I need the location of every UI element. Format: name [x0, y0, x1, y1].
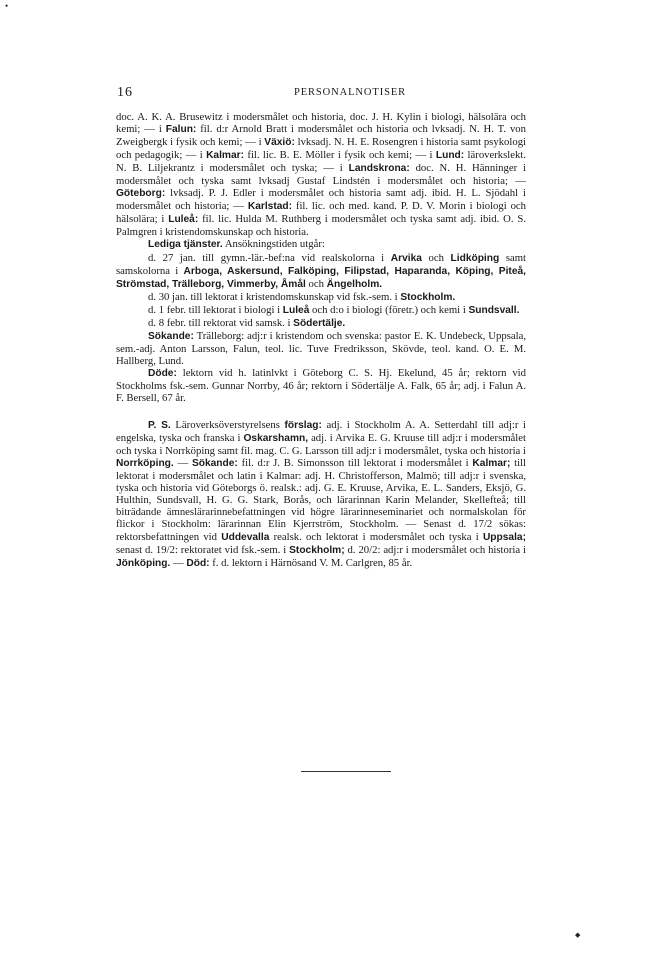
section-label: förslag: — [284, 420, 322, 432]
corner-mark: • — [5, 1, 9, 11]
text-run: d. — [344, 543, 359, 556]
text-run: och — [421, 251, 451, 264]
place-name: Göteborg: — [116, 188, 166, 200]
date-fraction: 17/2 — [473, 518, 493, 531]
place-name: Luleå: — [168, 214, 199, 226]
place-name: Arboga, Askersund, Falköping, Filipstad, Haparanda, Köping, Piteå, Strömstad, Trälleborg, Vimmerby, Åmål — [116, 265, 526, 290]
text-run: fil. d:r Arnold Bratt i modersmålet och historia och lvksadj. N. H. T. von Zweigbergk i fysik och kemi; — i — [116, 123, 526, 149]
place-name: Landskrona: — [348, 163, 410, 175]
section-label: Sökande: — [148, 330, 194, 342]
text-run: — — [170, 556, 187, 569]
section-label: P. S. — [148, 420, 171, 432]
text-run: adj. i Stockholm A. A. Setterdahl till adj:r i engelska, tyska och franska i — [116, 419, 526, 445]
text-run: lvksadj. N. H. E. Rosengren i historia samt psykologi och pedagogik; — i — [116, 136, 527, 162]
section-label: Sökande: — [191, 458, 238, 470]
text-run: senast d. — [116, 543, 156, 556]
place-name: Falun: — [165, 124, 197, 136]
text-run: lektorn vid h. latinlvkt i Göteborg C. S. Hj. Ekelund, 45 år; rektorn vid Stockholms fsk.-sem. Gunnar Norrby, 46 år; rektorn i Södertälje A. Falk, 65 år; adj. i Falun A. F. Bersell, 67 år. — [116, 366, 526, 405]
text-run: sökas: rektorsbefattningen vid — [116, 518, 527, 543]
text-run: fil. lic. B. E. Möller i fysik och kemi; — i — [244, 149, 436, 162]
text-run: f. d. lektorn i Härnösand V. M. Carlgren, 85 år. — [209, 556, 413, 569]
place-name: Sundsvall. — [468, 304, 520, 316]
place-name: Oskarshamn, — [243, 433, 309, 445]
text-run: d. 27 jan. till gymn.-lär.-bef:na vid realskolorna i — [148, 251, 391, 264]
paragraph-appointments — [116, 111, 526, 238]
place-name: Kalmar; — [472, 458, 511, 470]
running-head: PERSONALNOTISER — [293, 87, 407, 98]
corner-mark: ◆ — [575, 931, 581, 939]
text-run: d. 30 jan. till lektorat i kristendomskunskap vid fsk.-sem. i — [148, 290, 401, 303]
text-run: Trälleborg: adj:r i kristendom och svenska: pastor E. K. Undebeck, Uppsala, sem.-adj. Anton Larsson, Falun, teol. lic. Tuve Fredriksson, Skövde, teol. kand. O. E. M. Hallberg, Lund. — [116, 329, 526, 367]
place-name: Arvika — [390, 252, 422, 264]
paragraph-vacancy-jan30 — [116, 291, 526, 304]
article-body — [116, 111, 526, 570]
section-label: Död: — [186, 557, 210, 569]
section-label: Lediga tjänster. — [148, 239, 223, 251]
section-divider — [301, 771, 391, 772]
text-run: doc. A. K. A. Brusewitz i modersmålet och historia, doc. J. H. Kylin i biologi, hälsolära och kemi; — i — [116, 111, 526, 136]
text-run: — — [173, 457, 192, 470]
place-name: Stockholm. — [400, 291, 456, 303]
text-run: fil. lic. Hulda M. Ruthberg i modersmålet och tyska samt adj. ibid. O. S. Palmgren i kristendomskunskap och historia. — [116, 213, 527, 239]
place-name: Karlstad: — [247, 201, 293, 213]
text-run: och — [305, 277, 327, 290]
paragraph-vacancies-heading — [116, 238, 526, 251]
paragraph-vacancy-feb1 — [116, 304, 526, 317]
text-run: d. 8 febr. till rektorat vid samsk. i — [148, 316, 294, 329]
text-run: samt samskolorna i — [116, 251, 527, 277]
text-run: till lektorat i modersmålet och latin i Kalmar: adj. H. Christofferson, Malmö; till adj:r i svenska, tyska och historia vid Göteborgs ö. realsk.: adj. G. E. Kruuse, Arvika, E. L. Sanders, Eksjö, G. Hulthin, Sundsvall, H. G. G. Stark, Borås, och lärarinnan Karin Melander, Skellefteå; till biträdande ämneslärarinnebefattningen vid högre lärarinneseminariet och normalskolan för flickor i Stockholm: lärarinnan Elin Kjerrström, Stockholm. — Senast d. — [116, 457, 526, 531]
text-run: adj. i Arvika E. G. Kruuse till adj:r i modersmålet och tyska i Norrköping samt fil. mag. C. G. Larsson till adj:r i modersmålet, tyska och historia i — [116, 432, 526, 458]
place-name: Stockholm; — [289, 544, 345, 556]
text-run: : rektoratet vid fsk.-sem. i — [174, 543, 290, 556]
text-run: realsk. och lektorat i modersmålet och tyska i — [269, 530, 483, 543]
place-name: Norrköping. — [116, 458, 174, 470]
text-run: lvksadj. P. J. Edler i modersmålet och historia samt adj. ibid. H. L. Sjödahl i modersmålet och historia; — — [116, 187, 526, 213]
text-run: d. 1 febr. till lektorat i biologi i — [148, 303, 283, 316]
place-name: Kalmar: — [206, 150, 245, 162]
place-name: Växiö: — [264, 137, 295, 149]
text-run: Läroverksöverstyrelsens — [170, 419, 285, 432]
place-name: Uppsala; — [482, 531, 526, 543]
text-run: fil. lic. och med. kand. P. D. V. Morin i biologi och hälsolära; i — [116, 200, 526, 226]
paragraph-postscript — [116, 419, 526, 570]
text-run: doc. N. H. Hänninger i modersmålet och tyska samt lvksadj Gustaf Lindstén i modersmålet och historia; — — [116, 162, 526, 188]
page-number: 16 — [117, 85, 133, 100]
text-run: och d:o i biologi (företr.) och kemi i — [309, 303, 469, 316]
text-run: läroverkslekt. N. B. Liljekrantz i modersmålet och tyska; — i — [116, 149, 527, 175]
paragraph-applicants — [116, 330, 526, 367]
place-name: Lund: — [435, 150, 465, 162]
text-run: fil. d:r J. B. Simonsson till lektorat i modersmålet i — [237, 457, 473, 470]
text-run: Ansökningstiden utgår: — [222, 238, 325, 251]
paragraph-deceased — [116, 367, 526, 404]
paragraph-vacancy-feb8 — [116, 317, 526, 330]
paragraph-vacancy-jan27 — [116, 252, 526, 291]
section-label: Döde: — [148, 367, 177, 379]
place-name: Lidköping — [450, 252, 500, 264]
place-name: Jönköping. — [116, 557, 171, 569]
place-name: Uddevalla — [221, 531, 270, 543]
place-name: Södertälje. — [293, 317, 346, 329]
text-run: : adj:r i modersmålet och historia i — [377, 543, 526, 556]
place-name: Luleå — [282, 304, 310, 316]
date-fraction: 20/2 — [358, 543, 378, 556]
place-name: Ängelholm. — [326, 278, 383, 290]
date-fraction: 19/2 — [155, 543, 175, 556]
